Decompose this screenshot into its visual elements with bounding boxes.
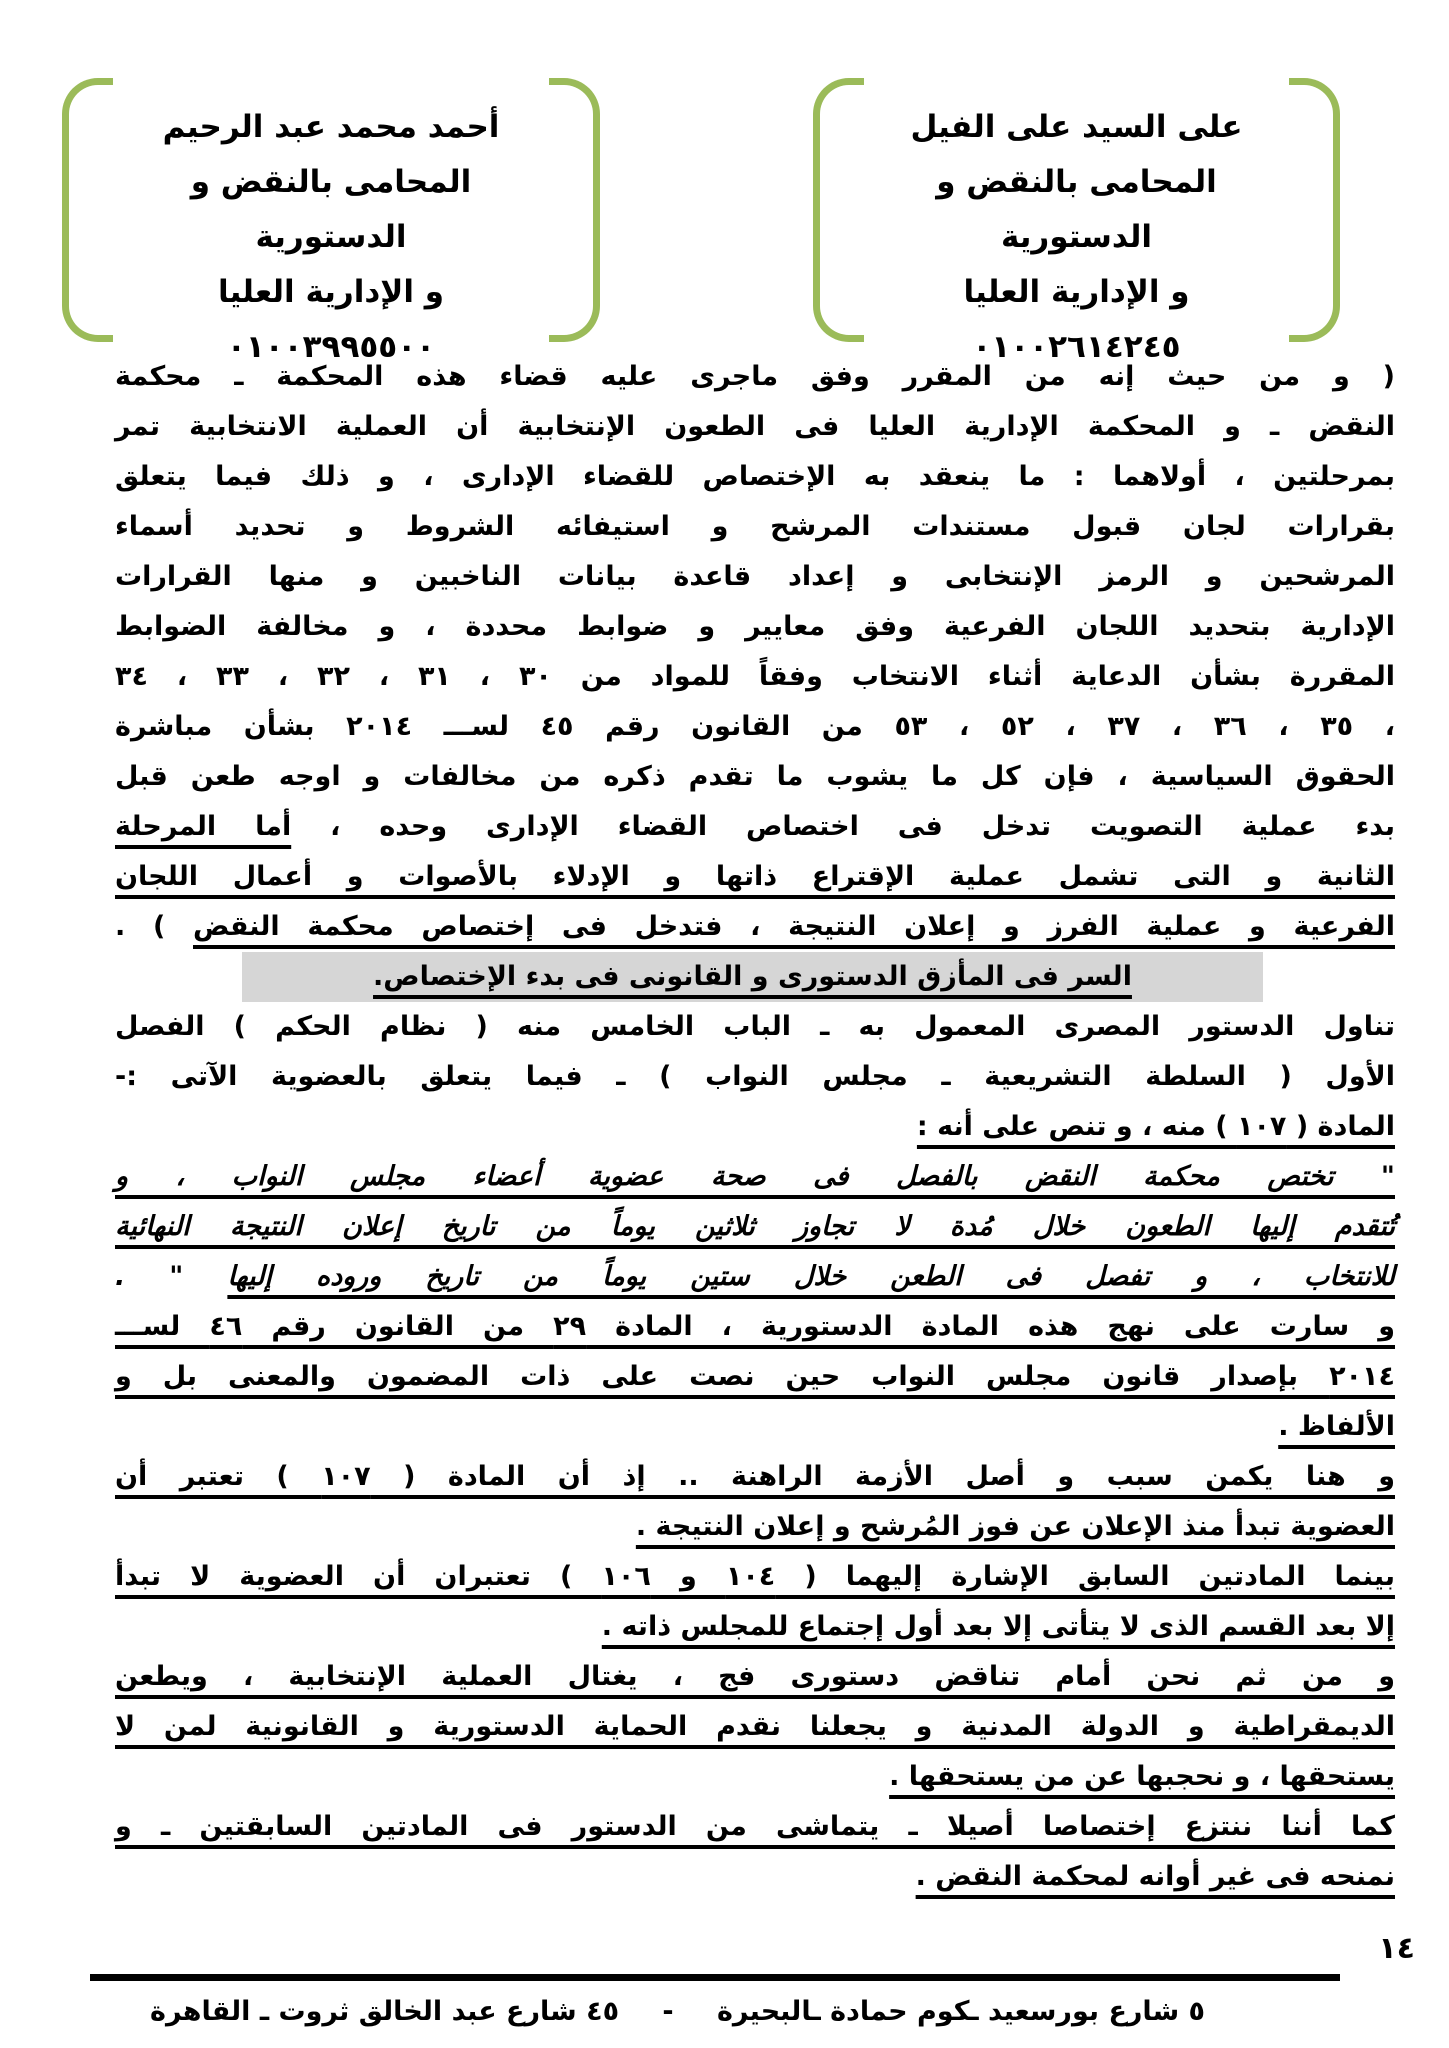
underlined-text-segment: الديمقراطية و الدولة المدنية و يجعلنا نقدم الحماية الدستورية و القانونية لمن لا xyxy=(115,1711,1395,1742)
underlined-text-segment: للانتخاب ، و تفصل فى الطعن خلال ستين يوماً من تاريخ وروده إليها xyxy=(227,1261,1395,1292)
body-line xyxy=(115,452,1395,502)
body-line xyxy=(115,602,1395,652)
body-line xyxy=(115,352,1395,402)
underlined-text-segment: السر فى المأزق الدستورى و القانونى فى بدء الإختصاص. xyxy=(373,961,1132,992)
underlined-text-segment: يستحقها ، و نحجبها عن من يستحقها . xyxy=(889,1761,1395,1792)
body-line xyxy=(115,1352,1395,1402)
body-line xyxy=(115,852,1395,902)
body-line xyxy=(115,652,1395,702)
body-line xyxy=(115,1702,1395,1752)
body-line xyxy=(115,752,1395,802)
body-line xyxy=(115,1752,1395,1802)
underlined-text-segment: الألفاظ . xyxy=(1278,1411,1395,1442)
body-line xyxy=(115,552,1395,602)
underlined-text-segment: الثانية و التى تشمل عملية الإقتراع ذاتها و الإدلاء بالأصوات و أعمال اللجان xyxy=(115,861,1395,892)
text-segment: " . xyxy=(115,1261,228,1292)
body-line xyxy=(115,1052,1395,1102)
green-bracket-open-icon xyxy=(1289,78,1340,342)
body-line xyxy=(115,1602,1395,1652)
underlined-text-segment: و هنا يكمن سبب و أصل الأزمة الراهنة .. إذ أن المادة ( ١٠٧ ) تعتبر أن xyxy=(115,1461,1395,1492)
attorney-title-line1: المحامى بالنقض و الدستورية xyxy=(936,164,1217,255)
text-segment: بمرحلتين ، أولاهما : ما ينعقد به الإختصاص للقضاء الإدارى ، و ذلك فيما يتعلق xyxy=(115,461,1395,492)
text-segment: ، ٣٥ ، ٣٦ ، ٣٧ ، ٥٢ ، ٥٣ من القانون رقم ٤٥ لســـ ٢٠١٤ بشأن مباشرة xyxy=(115,711,1396,742)
attorney-title-line2: و الإدارية العليا xyxy=(963,274,1190,310)
text-segment: المقررة بشأن الدعاية أثناء الانتخاب وفقاً للمواد من ٣٠ ، ٣١ ، ٣٢ ، ٣٣ ، ٣٤ xyxy=(115,661,1395,692)
text-segment: بقرارات لجان قبول مستندات المرشح و استيفائه الشروط و تحديد أسماء xyxy=(115,511,1395,542)
underlined-text-segment: أما المرحلة xyxy=(115,811,292,842)
body-line xyxy=(115,1852,1395,1902)
office-address-cairo: ٤٥ شارع عبد الخالق ثروت ـ القاهرة xyxy=(150,1996,620,2027)
body-lines xyxy=(115,352,1395,1902)
attorney-card-left-content xyxy=(112,100,550,375)
body-line xyxy=(115,1652,1395,1702)
underlined-text-segment: إلا بعد القسم الذى لا يتأتى إلا بعد أول إجتماع للمجلس ذاته . xyxy=(601,1611,1395,1642)
attorney-card-right-content xyxy=(863,100,1290,375)
underlined-text-segment: و سارت على نهج هذه المادة الدستورية ، المادة ٢٩ من القانون رقم ٤٦ لســـ xyxy=(115,1311,1395,1342)
underlined-text-segment: المادة ( ١٠٧ ) منه ، و تنص على أنه : xyxy=(916,1111,1395,1142)
office-address-behira: ٥ شارع بورسعيد ـكوم حمادة ـالبحيرة xyxy=(716,1996,1205,2027)
text-segment: ( و من حيث إنه من المقرر وفق ماجرى عليه قضاء هذه المحكمة ـ محكمة xyxy=(115,361,1395,392)
underlined-text-segment: نمنحه فى غير أوانه لمحكمة النقض . xyxy=(915,1861,1395,1892)
footer-addresses xyxy=(150,1992,1205,2032)
body-line xyxy=(115,1102,1395,1152)
body-line xyxy=(115,402,1395,452)
underlined-text-segment: " تختص محكمة النقض بالفصل فى صحة عضوية أعضاء مجلس النواب ، و xyxy=(115,1161,1395,1192)
footer-divider xyxy=(90,1974,1340,1981)
green-bracket-close-icon xyxy=(813,78,864,342)
body-line xyxy=(115,702,1395,752)
green-bracket-open-icon xyxy=(549,78,600,342)
underlined-text-segment: العضوية تبدأ منذ الإعلان عن فوز المُرشح و إعلان النتيجة . xyxy=(635,1511,1395,1542)
green-bracket-close-icon xyxy=(62,78,113,342)
attorney-title-line2: و الإدارية العليا xyxy=(217,274,445,310)
text-segment: الحقوق السياسية ، فإن كل ما يشوب ما تقدم ذكره من مخالفات و اوجه طعن قبل xyxy=(115,761,1395,792)
attorney-name: أحمد محمد عبد الرحيم xyxy=(162,109,500,145)
attorney-name: على السيد على الفيل xyxy=(910,109,1243,145)
body-line xyxy=(115,1302,1395,1352)
body-line xyxy=(115,1252,1395,1302)
text-segment: بدء عملية التصويت تدخل فى اختصاص القضاء الإدارى وحده ، xyxy=(291,811,1396,842)
body-line xyxy=(115,1552,1395,1602)
address-separator: - xyxy=(662,1996,674,2027)
attorney-phone: ٠١٠٠٣٩٩٥٥٠٠ xyxy=(226,329,436,365)
attorney-card-right xyxy=(813,78,1340,365)
body-line xyxy=(115,1452,1395,1502)
underlined-text-segment: بينما المادتين السابق الإشارة إليهما ( ١٠٤ و ١٠٦ ) تعتبران أن العضوية لا تبدأ xyxy=(115,1561,1395,1592)
body-line xyxy=(115,502,1395,552)
underlined-text-segment: ٢٠١٤ بإصدار قانون مجلس النواب حين نصت على ذات المضمون والمعنى بل و xyxy=(115,1361,1395,1392)
underlined-text-segment: الفرعية و عملية الفرز و إعلان النتيجة ، فتدخل فى إختصاص محكمة النقض xyxy=(193,911,1395,942)
body-line xyxy=(115,902,1395,952)
underlined-text-segment: كما أننا ننتزع إختصاصا أصيلا ـ يتماشى من الدستور فى المادتين السابقتين ـ و xyxy=(115,1811,1395,1842)
text-segment: النقض ـ و المحكمة الإدارية العليا فى الطعون الإنتخابية أن العملية الانتخابية تمر xyxy=(115,411,1395,442)
text-segment: ) . xyxy=(115,911,193,942)
underlined-text-segment: تُتقدم إليها الطعون خلال مُدة لا تجاوز ثلاثين يوماً من تاريخ إعلان النتيجة النهائية xyxy=(115,1211,1395,1242)
attorney-title-line1: المحامى بالنقض و الدستورية xyxy=(190,164,472,255)
text-segment: تناول الدستور المصرى المعمول به ـ الباب الخامس منه ( نظام الحكم ) الفصل xyxy=(115,1011,1395,1042)
attorney-phone: ٠١٠٠٢٦١٤٢٤٥ xyxy=(972,329,1181,365)
text-segment: الإدارية بتحديد اللجان الفرعية وفق معايير و ضوابط محددة ، و مخالفة الضوابط xyxy=(115,611,1395,642)
text-segment: المرشحين و الرمز الإنتخابى و إعداد قاعدة بيانات الناخبين و منها القرارات xyxy=(115,561,1395,592)
text-segment: الأول ( السلطة التشريعية ـ مجلس النواب ) ـ فيما يتعلق بالعضوية الآتى :- xyxy=(115,1061,1395,1092)
body-line xyxy=(115,1802,1395,1852)
attorney-card-left xyxy=(62,78,600,365)
body-line xyxy=(115,802,1395,852)
body-line xyxy=(115,1002,1395,1052)
body-line xyxy=(115,1402,1395,1452)
page-number: ١٤ xyxy=(1378,1931,1415,1966)
body-line xyxy=(115,1202,1395,1252)
section-heading xyxy=(242,952,1263,1002)
body-line xyxy=(115,1152,1395,1202)
underlined-text-segment: و من ثم نحن أمام تناقض دستورى فج ، يغتال العملية الإنتخابية ، ويطعن xyxy=(115,1661,1395,1692)
body-line xyxy=(115,1502,1395,1552)
